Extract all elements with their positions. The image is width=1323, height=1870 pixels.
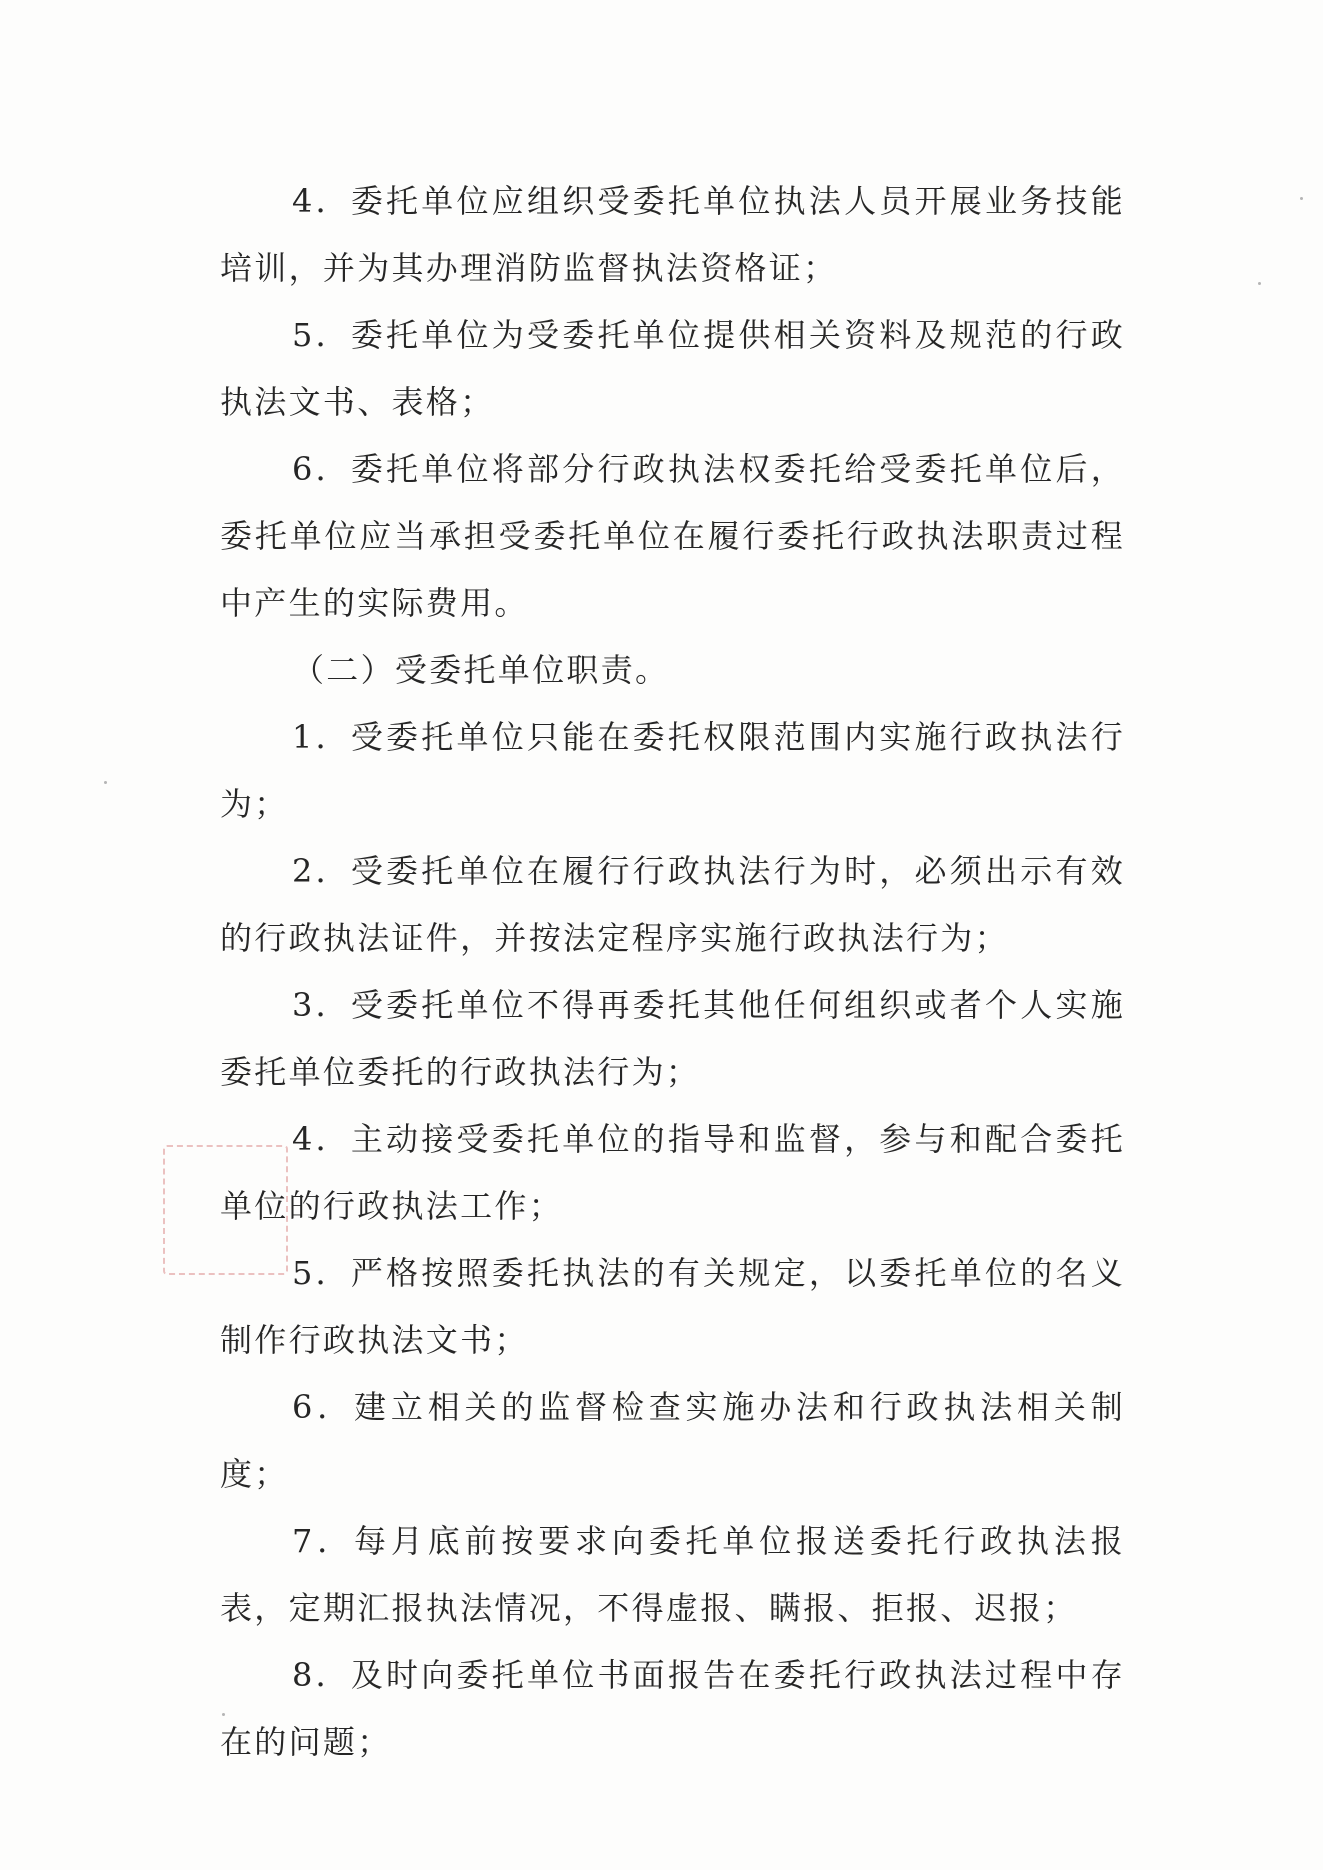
paragraph-10: 6．建立相关的监督检查实施办法和行政执法相关制度； (220, 1388, 1125, 1493)
paragraph-1: 4．委托单位应组织受委托单位执法人员开展业务技能培训，并为其办理消防监督执法资格证； (220, 182, 1125, 287)
paragraph-8: 4．主动接受委托单位的指导和监督，参与和配合委托单位的行政执法工作； (220, 1120, 1125, 1225)
paragraph-11: 7．每月底前按要求向委托单位报送委托行政执法报表，定期汇报执法情况，不得虚报、瞒报、拒报、迟报； (220, 1522, 1125, 1627)
paragraph-9: 5．严格按照委托执法的有关规定，以委托单位的名义制作行政执法文书； (220, 1254, 1125, 1359)
paragraph-7: 3．受委托单位不得再委托其他任何组织或者个人实施委托单位委托的行政执法行为； (220, 986, 1125, 1091)
document-body (220, 168, 1125, 1776)
paragraph-5: 1．受委托单位只能在委托权限范围内实施行政执法行为； (220, 718, 1125, 823)
paragraph-2: 5．委托单位为受委托单位提供相关资料及规范的行政执法文书、表格； (220, 316, 1125, 421)
paragraph-6: 2．受委托单位在履行行政执法行为时，必须出示有效的行政执法证件，并按法定程序实施行政执法行为； (220, 852, 1125, 957)
section-heading: （二）受委托单位职责。 (292, 651, 670, 689)
paragraph-3: 6．委托单位将部分行政执法权委托给受委托单位后，委托单位应当承担受委托单位在履行委托行政执法职责过程中产生的实际费用。 (220, 450, 1125, 622)
paragraph-12: 8．及时向委托单位书面报告在委托行政执法过程中存在的问题； (220, 1656, 1125, 1761)
scan-speck (104, 781, 107, 784)
scan-speck (1258, 282, 1261, 285)
scan-speck (1300, 197, 1303, 200)
